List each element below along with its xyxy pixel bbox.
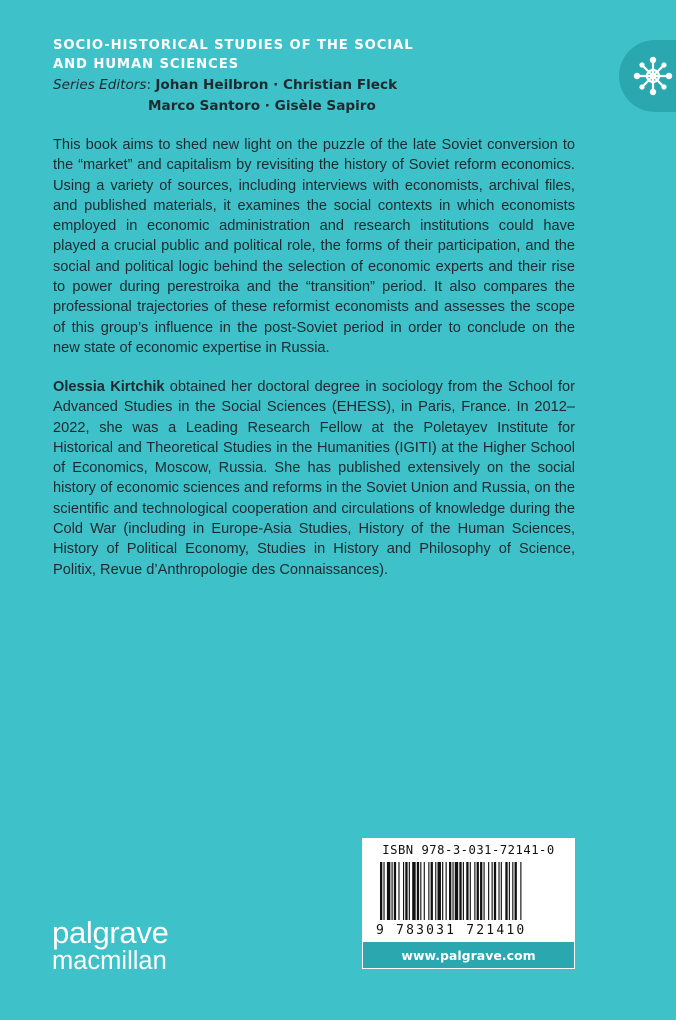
barcode-bar [405,862,407,920]
barcode-bar [494,862,496,920]
barcode-bar [398,862,399,920]
palgrave-emblem-icon [627,50,676,102]
barcode-bar [387,862,390,920]
barcode-bar [403,862,404,920]
series-header [53,36,453,116]
publisher-website[interactable]: www.palgrave.com [362,942,575,969]
editors-line2: Marco Santoro · Gisèle Sapiro [148,97,376,114]
barcode-bar [424,862,425,920]
barcode-bar [420,862,421,920]
publisher-logo [52,915,169,975]
barcode-bar [515,862,517,920]
editors-line1: Johan Heilbron · Christian Fleck [155,77,398,93]
barcode-bar [509,862,510,920]
barcode-bar [438,862,441,920]
barcode-bar [470,862,471,920]
book-description: This book aims to shed new light on the puzzle of the late Soviet conversion to the “market” and capitalism by revisiting the history of Soviet reform economics. Using a variety of sources, including interviews with economists, archival files, and published materials, it examines the social contexts in which economists employed in economic administration and research institutions could have played a crucial public and political role, the forms of their participation, and the social and political logic behind the selection of economic experts and their rise to power during perestroika and the “transition” period. It also compares the professional trajectories of these reformist economists and assesses the scope of this group’s influence in the post-Soviet period in order to conclude on the new state of economic expertise in Russia. [53,137,575,356]
barcode-digits: 9 783031 721410 [376,923,527,938]
barcode-box [362,838,575,942]
barcode-bar [505,862,507,920]
barcode-graphic [380,862,558,924]
barcode-bar [474,862,475,920]
barcode-bar [452,862,453,920]
barcode-bar [380,862,382,920]
barcode-bar [466,862,468,920]
barcode-bar [520,862,521,920]
barcode-bar [488,862,489,920]
barcode-bar [484,862,485,920]
barcode-bar [383,862,384,920]
barcode-bar [446,862,447,920]
barcode-bar [394,862,396,920]
author-bio [53,377,575,580]
editors-label: Series Editors [53,77,147,93]
series-title-line1: SOCIO-HISTORICAL STUDIES OF THE SOCIAL [53,38,414,53]
barcode-bar [428,862,429,920]
barcode-bar [392,862,393,920]
barcode-bar [512,862,513,920]
publisher-logo-line1: palgrave [52,915,169,950]
author-bio-text: obtained her doctoral degree in sociology from the School for Advanced Studies in the Social Sciences (EHESS), in Paris, France. In 2012–2022, she was a Leading Research Fellow at the Poletayev Institute for Historical and Theoretical Studies in the Humanities (IGITI) at the Higher School of Economics, Moscow, Russia. She has published extensively on the social history of economic sciences and reforms in the Soviet Union and Russia, on the scientific and technological cooperation and circulations of knowledge during the Cold War (including in Europe-Asia Studies, History of the Human Sciences, History of Political Economy, Studies in History and Philosophy of Science, Politix, Revue d’Anthropologie des Connaissances). [53,379,575,578]
author-name: Olessia Kirtchik [53,379,165,395]
isbn-label: ISBN 978-3-031-72141-0 [382,843,555,857]
palgrave-emblem-tab [619,40,676,112]
barcode-bar [412,862,415,920]
barcode-bar [463,862,464,920]
barcode-bar [480,862,482,920]
barcode-bar [417,862,419,920]
barcode-bar [442,862,443,920]
barcode-bar [501,862,502,920]
series-editors [53,75,453,116]
barcode-bar [449,862,451,920]
series-title-line2: AND HUMAN SCIENCES [53,57,239,72]
barcode-bar [455,862,458,920]
barcode-bar [431,862,433,920]
barcode-bar [409,862,410,920]
barcode-bar [492,862,493,920]
barcode-bar [459,862,461,920]
editors-colon: : [146,77,156,93]
publisher-logo-line2: macmillan [52,947,167,975]
barcode-bar [477,862,479,920]
barcode-bar [435,862,436,920]
barcode-bar [498,862,499,920]
